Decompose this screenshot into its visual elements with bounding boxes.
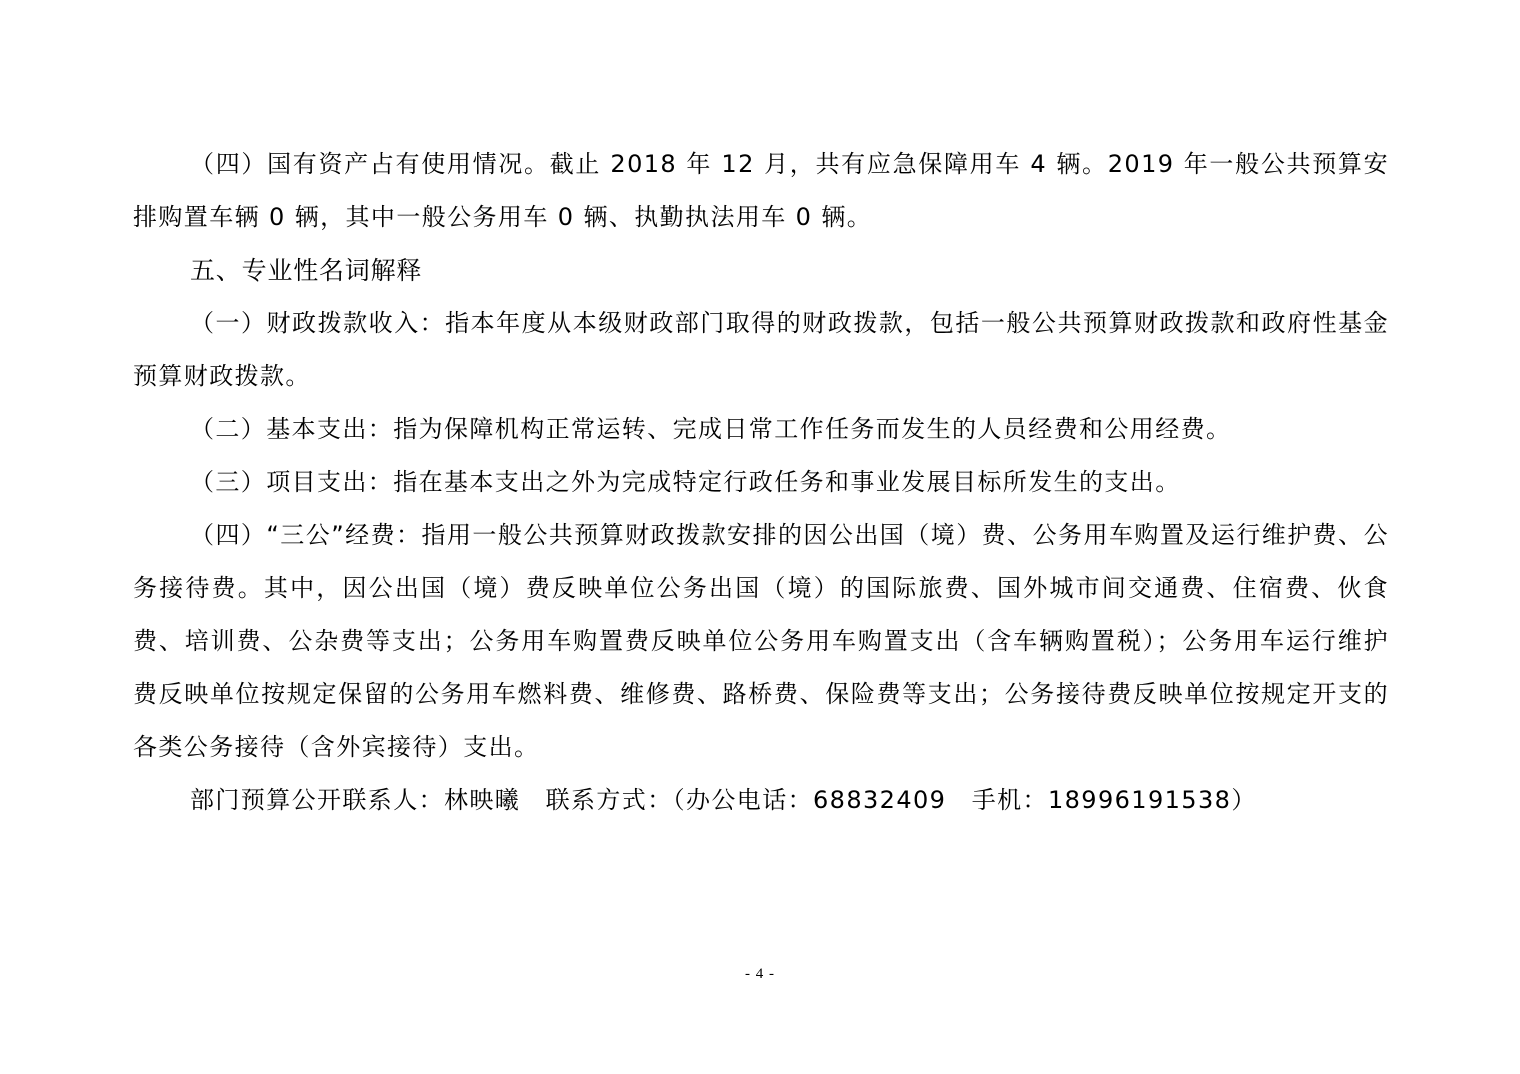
paragraph-project-expenditure: （三）项目支出：指在基本支出之外为完成特定行政任务和事业发展目标所发生的支出。 <box>190 468 1181 496</box>
page-number: - 4 - <box>745 966 775 982</box>
paragraph-basic-expenditure: （二）基本支出：指为保障机构正常运转、完成日常工作任务而发生的人员经费和公用经费。 <box>190 415 1232 443</box>
paragraph-fiscal-appropriation: （一）财政拨款收入：指本年度从本级财政部门取得的财政拨款，包括一般公共预算财政拨款和政府性基金预算财政拨款。 <box>133 309 1389 390</box>
document-body <box>133 138 1389 827</box>
paragraph-state-assets: （四）国有资产占有使用情况。截止 2018 年 12 月，共有应急保障用车 4 辆。2019 年一般公共预算安排购置车辆 0 辆，其中一般公务用车 0 辆、执勤执法用车 0 辆。 <box>133 150 1389 231</box>
paragraph-contact-info: 部门预算公开联系人：林映曦 联系方式：（办公电话：68832409 手机：18996191538） <box>190 786 1257 814</box>
paragraph-three-public-expenses: （四）“三公”经费：指用一般公共预算财政拨款安排的因公出国（境）费、公务用车购置及运行维护费、公务接待费。其中，因公出国（境）费反映单位公务出国（境）的国际旅费、国外城市间交通费、住宿费、伙食费、培训费、公杂费等支出；公务用车购置费反映单位公务用车购置支出（含车辆购置税）；公务用车运行维护费反映单位按规定保留的公务用车燃料费、维修费、路桥费、保险费等支出；公务接待费反映单位按规定开支的各类公务接待（含外宾接待）支出。 <box>133 521 1389 761</box>
section-heading-terms: 五、专业性名词解释 <box>190 256 423 285</box>
